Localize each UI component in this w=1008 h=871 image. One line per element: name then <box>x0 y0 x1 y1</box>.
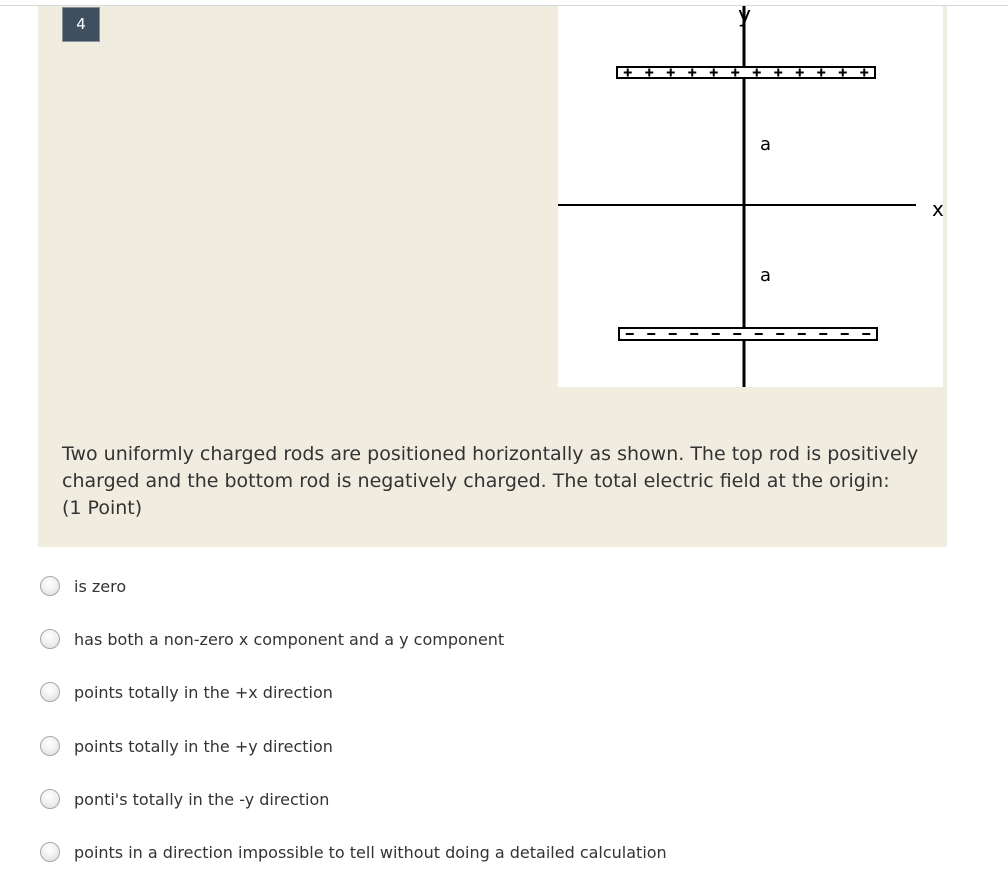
option-label: points totally in the +y direction <box>74 737 333 756</box>
option-label: points in a direction impossible to tell without doing a detailed calculation <box>74 843 667 862</box>
question-text <box>62 441 922 522</box>
option-minus-y-direction[interactable] <box>40 789 900 815</box>
question-card <box>38 3 947 547</box>
question-number-badge: 4 <box>63 8 99 41</box>
y-axis-label: y <box>738 3 752 28</box>
option-plus-y-direction[interactable] <box>40 736 900 762</box>
radio-button[interactable] <box>40 576 60 596</box>
question-points: (1 Point) <box>62 497 143 519</box>
bottom-rod <box>619 328 877 340</box>
option-label: ponti's totally in the -y direction <box>74 790 330 809</box>
radio-button[interactable] <box>40 789 60 809</box>
option-plus-x-direction[interactable] <box>40 682 900 708</box>
radio-button[interactable] <box>40 682 60 702</box>
option-is-zero[interactable] <box>40 576 900 602</box>
option-label: has both a non-zero x component and a y component <box>74 630 505 649</box>
radio-button[interactable] <box>40 842 60 862</box>
charged-rods-figure <box>558 3 944 387</box>
x-axis-label: x <box>932 197 944 221</box>
option-x-and-y-component[interactable] <box>40 629 900 655</box>
option-label: points totally in the +x direction <box>74 683 333 702</box>
option-label: is zero <box>74 577 127 596</box>
radio-button[interactable] <box>40 629 60 649</box>
bottom-gap-label: a <box>760 265 772 286</box>
figure-svg <box>558 3 944 387</box>
radio-button[interactable] <box>40 736 60 756</box>
top-rod <box>617 67 875 78</box>
top-gap-label: a <box>760 134 772 155</box>
question-prompt: Two uniformly charged rods are positioned horizontally as shown. The top rod is positively charged and the bottom rod is negatively charged. The total electric field at the origin: <box>62 443 919 492</box>
option-impossible-to-tell[interactable] <box>40 842 900 868</box>
